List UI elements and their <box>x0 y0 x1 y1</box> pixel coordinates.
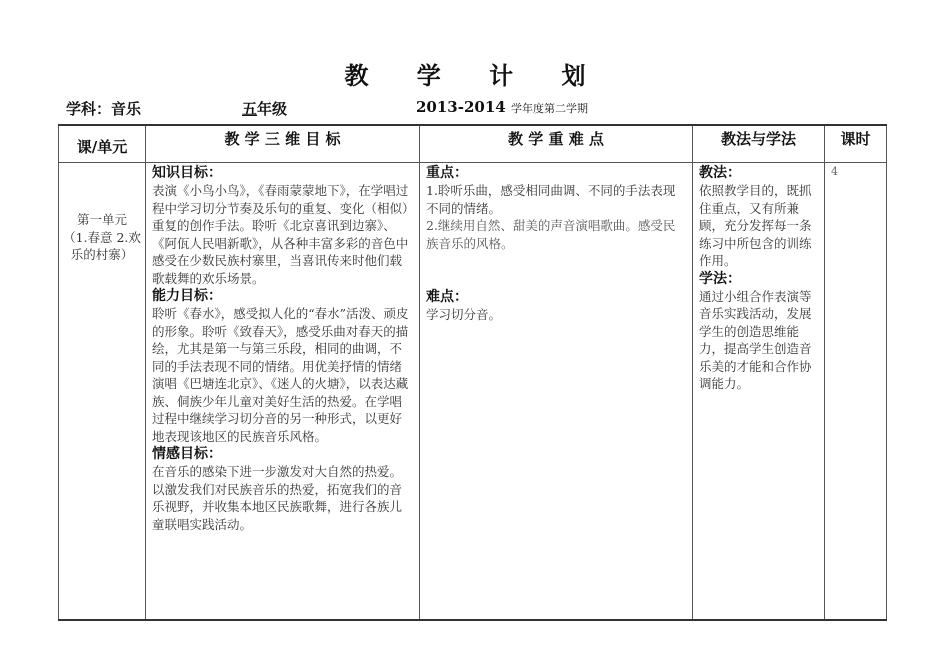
year-range: 2013-2014 <box>416 98 506 116</box>
table-row <box>59 163 887 621</box>
keypoints-cell <box>420 163 693 621</box>
emotion-goal-title: 情感目标： <box>152 446 222 462</box>
subject-label: 学科：音乐 <box>66 100 142 118</box>
unit-name: 第一单元 <box>76 212 127 227</box>
learning-method-title: 学法： <box>699 270 741 287</box>
knowledge-goal-title: 知识目标： <box>152 165 222 181</box>
unit-cell <box>59 163 146 621</box>
page-title: 教 学 计 划 <box>344 61 606 90</box>
plan-meta <box>66 98 886 120</box>
header-hours: 课时 <box>825 125 887 163</box>
header-unit: 课/单元 <box>59 125 146 163</box>
grade-suffix: 年级 <box>257 100 288 118</box>
table-header-row <box>59 125 887 163</box>
unit-lessons: （1.春意 2.欢乐的村寨） <box>63 229 141 262</box>
ability-goal-text: 聆听《春水》，感受拟人化的“春水”活泼、顽皮的形象。聆听《致春天》，感受乐曲对春天的描绘，尤其是第一与第三乐段，相同的曲调，不同的手法表现不同的情绪。用优美抒情的情绪演唱《巴塘连北京》、《迷人的火塘》，以表达藏族、侗族少年儿童对美好生活的热爱。在学唱过程中继续学习切分音的另一种形式，以更好地表现该地区的民族音乐风格。 <box>152 306 409 444</box>
class-hours: 4 <box>831 165 838 178</box>
teaching-method-text: 依照教学目的，既抓住重点，又有所兼顾，充分发挥每一条练习中所包含的训练作用。 <box>699 183 812 268</box>
learning-method-text: 通过小组合作表演等音乐实践活动，发展学生的创造思维能力，提高学生创造音乐美的才能和合作协调能力。 <box>699 288 812 391</box>
header-keypoints: 教 学 重 难 点 <box>420 125 693 163</box>
methods-cell <box>693 163 825 621</box>
header-methods: 教法与学法 <box>693 125 825 163</box>
difficult-point-text: 学习切分音。 <box>426 307 502 322</box>
hours-cell <box>825 163 887 621</box>
ability-goal-title: 能力目标： <box>152 288 222 304</box>
header-goals: 教 学 三 维 目 标 <box>146 125 420 163</box>
grade-label <box>242 98 287 119</box>
goals-cell <box>146 163 420 621</box>
key-point-1: 1.聆听乐曲，感受相同曲调、不同的手法表现不同的情绪。 <box>426 183 676 216</box>
teaching-method-title: 教法： <box>699 165 741 181</box>
grade-number: 五 <box>242 100 258 118</box>
term-label: 学年度第二学期 <box>510 102 588 115</box>
difficult-point-title: 难点： <box>426 289 468 305</box>
key-point-title: 重点： <box>426 165 468 181</box>
knowledge-goal-text: 表演《小鸟小鸟》，《春雨蒙蒙地下》，在学唱过程中学习切分节奏及乐句的重复、变化（相似）重复的创作手法。聆听《北京喜讯到边寨》、《阿佤人民唱新歌》，从各种丰富多彩的音色中感受在少数民族村寨里，当喜讯传来时他们载歌载舞的欢乐场景。 <box>152 183 409 286</box>
key-point-2: 2.继续用自然、甜美的声音演唱歌曲。感受民族音乐的风格。 <box>426 218 676 251</box>
emotion-goal-text: 在音乐的感染下进一步激发对大自然的热爱。以激发我们对民族音乐的热爱，拓宽我们的音乐视野，并收集本地区民族歌舞，进行各族儿童联唱实践活动。 <box>152 464 403 532</box>
school-year <box>416 98 588 116</box>
teaching-plan-table <box>58 124 887 621</box>
